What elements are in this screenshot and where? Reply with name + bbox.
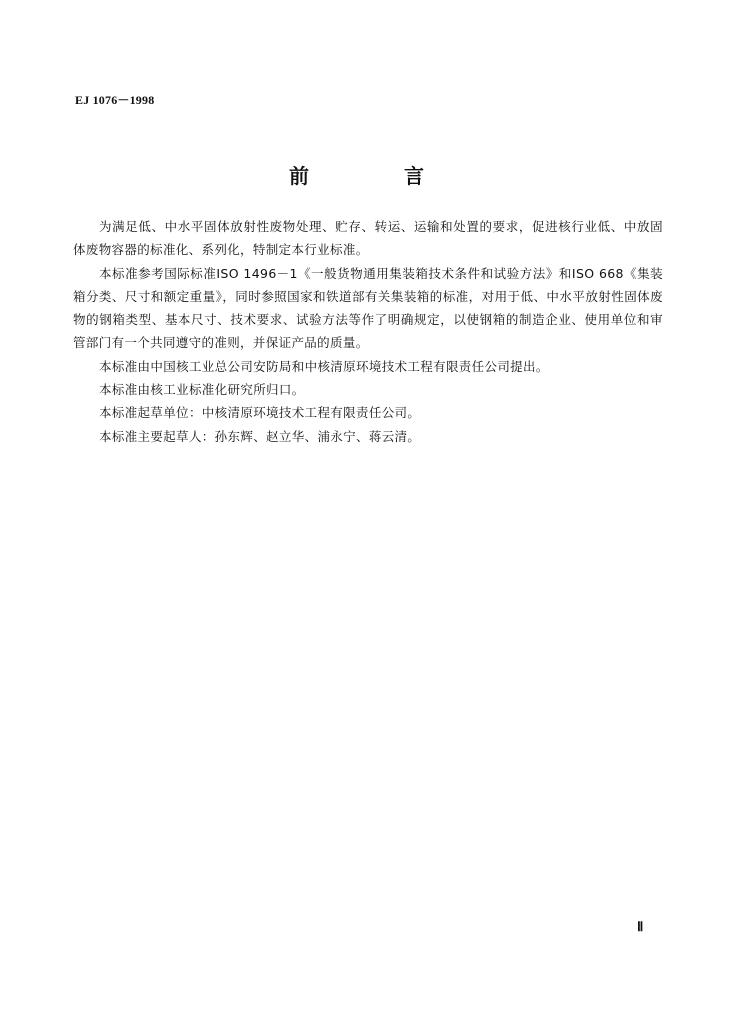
paragraph: 本标准起草单位：中核清原环境技术工程有限责任公司。 — [99, 405, 421, 421]
foreword-body — [73, 215, 663, 448]
page-number: Ⅱ — [637, 919, 644, 934]
page-title: 前 言 — [289, 164, 468, 188]
paragraph: 本标准由核工业标准化研究所归口。 — [99, 382, 305, 398]
standard-code: EJ 1076－1998 — [75, 93, 155, 107]
paragraph: 本标准主要起草人：孙东辉、赵立华、浦永宁、蒋云清。 — [99, 428, 421, 444]
paragraph: 本标准参考国际标准ISO 1496－1《一般货物通用集装箱技术条件和试验方法》和ISO 668《集装箱分类、尺寸和额定重量》，同时参照国家和铁道部有关集装箱的标准，对用于低、中水平放射性固体废物的钢箱类型、基本尺寸、技术要求、试验方法等作了明确规定，以使钢箱的制造企业、使用单位和审管部门有一个共同遵守的准则，并保证产品的质量。 — [73, 265, 663, 351]
paragraph: 本标准由中国核工业总公司安防局和中核清原环境技术工程有限责任公司提出。 — [99, 358, 549, 374]
paragraph: 为满足低、中水平固体放射性废物处理、贮存、转运、运输和处置的要求，促进核行业低、中放固体废物容器的标准化、系列化，特制定本行业标准。 — [73, 219, 663, 258]
